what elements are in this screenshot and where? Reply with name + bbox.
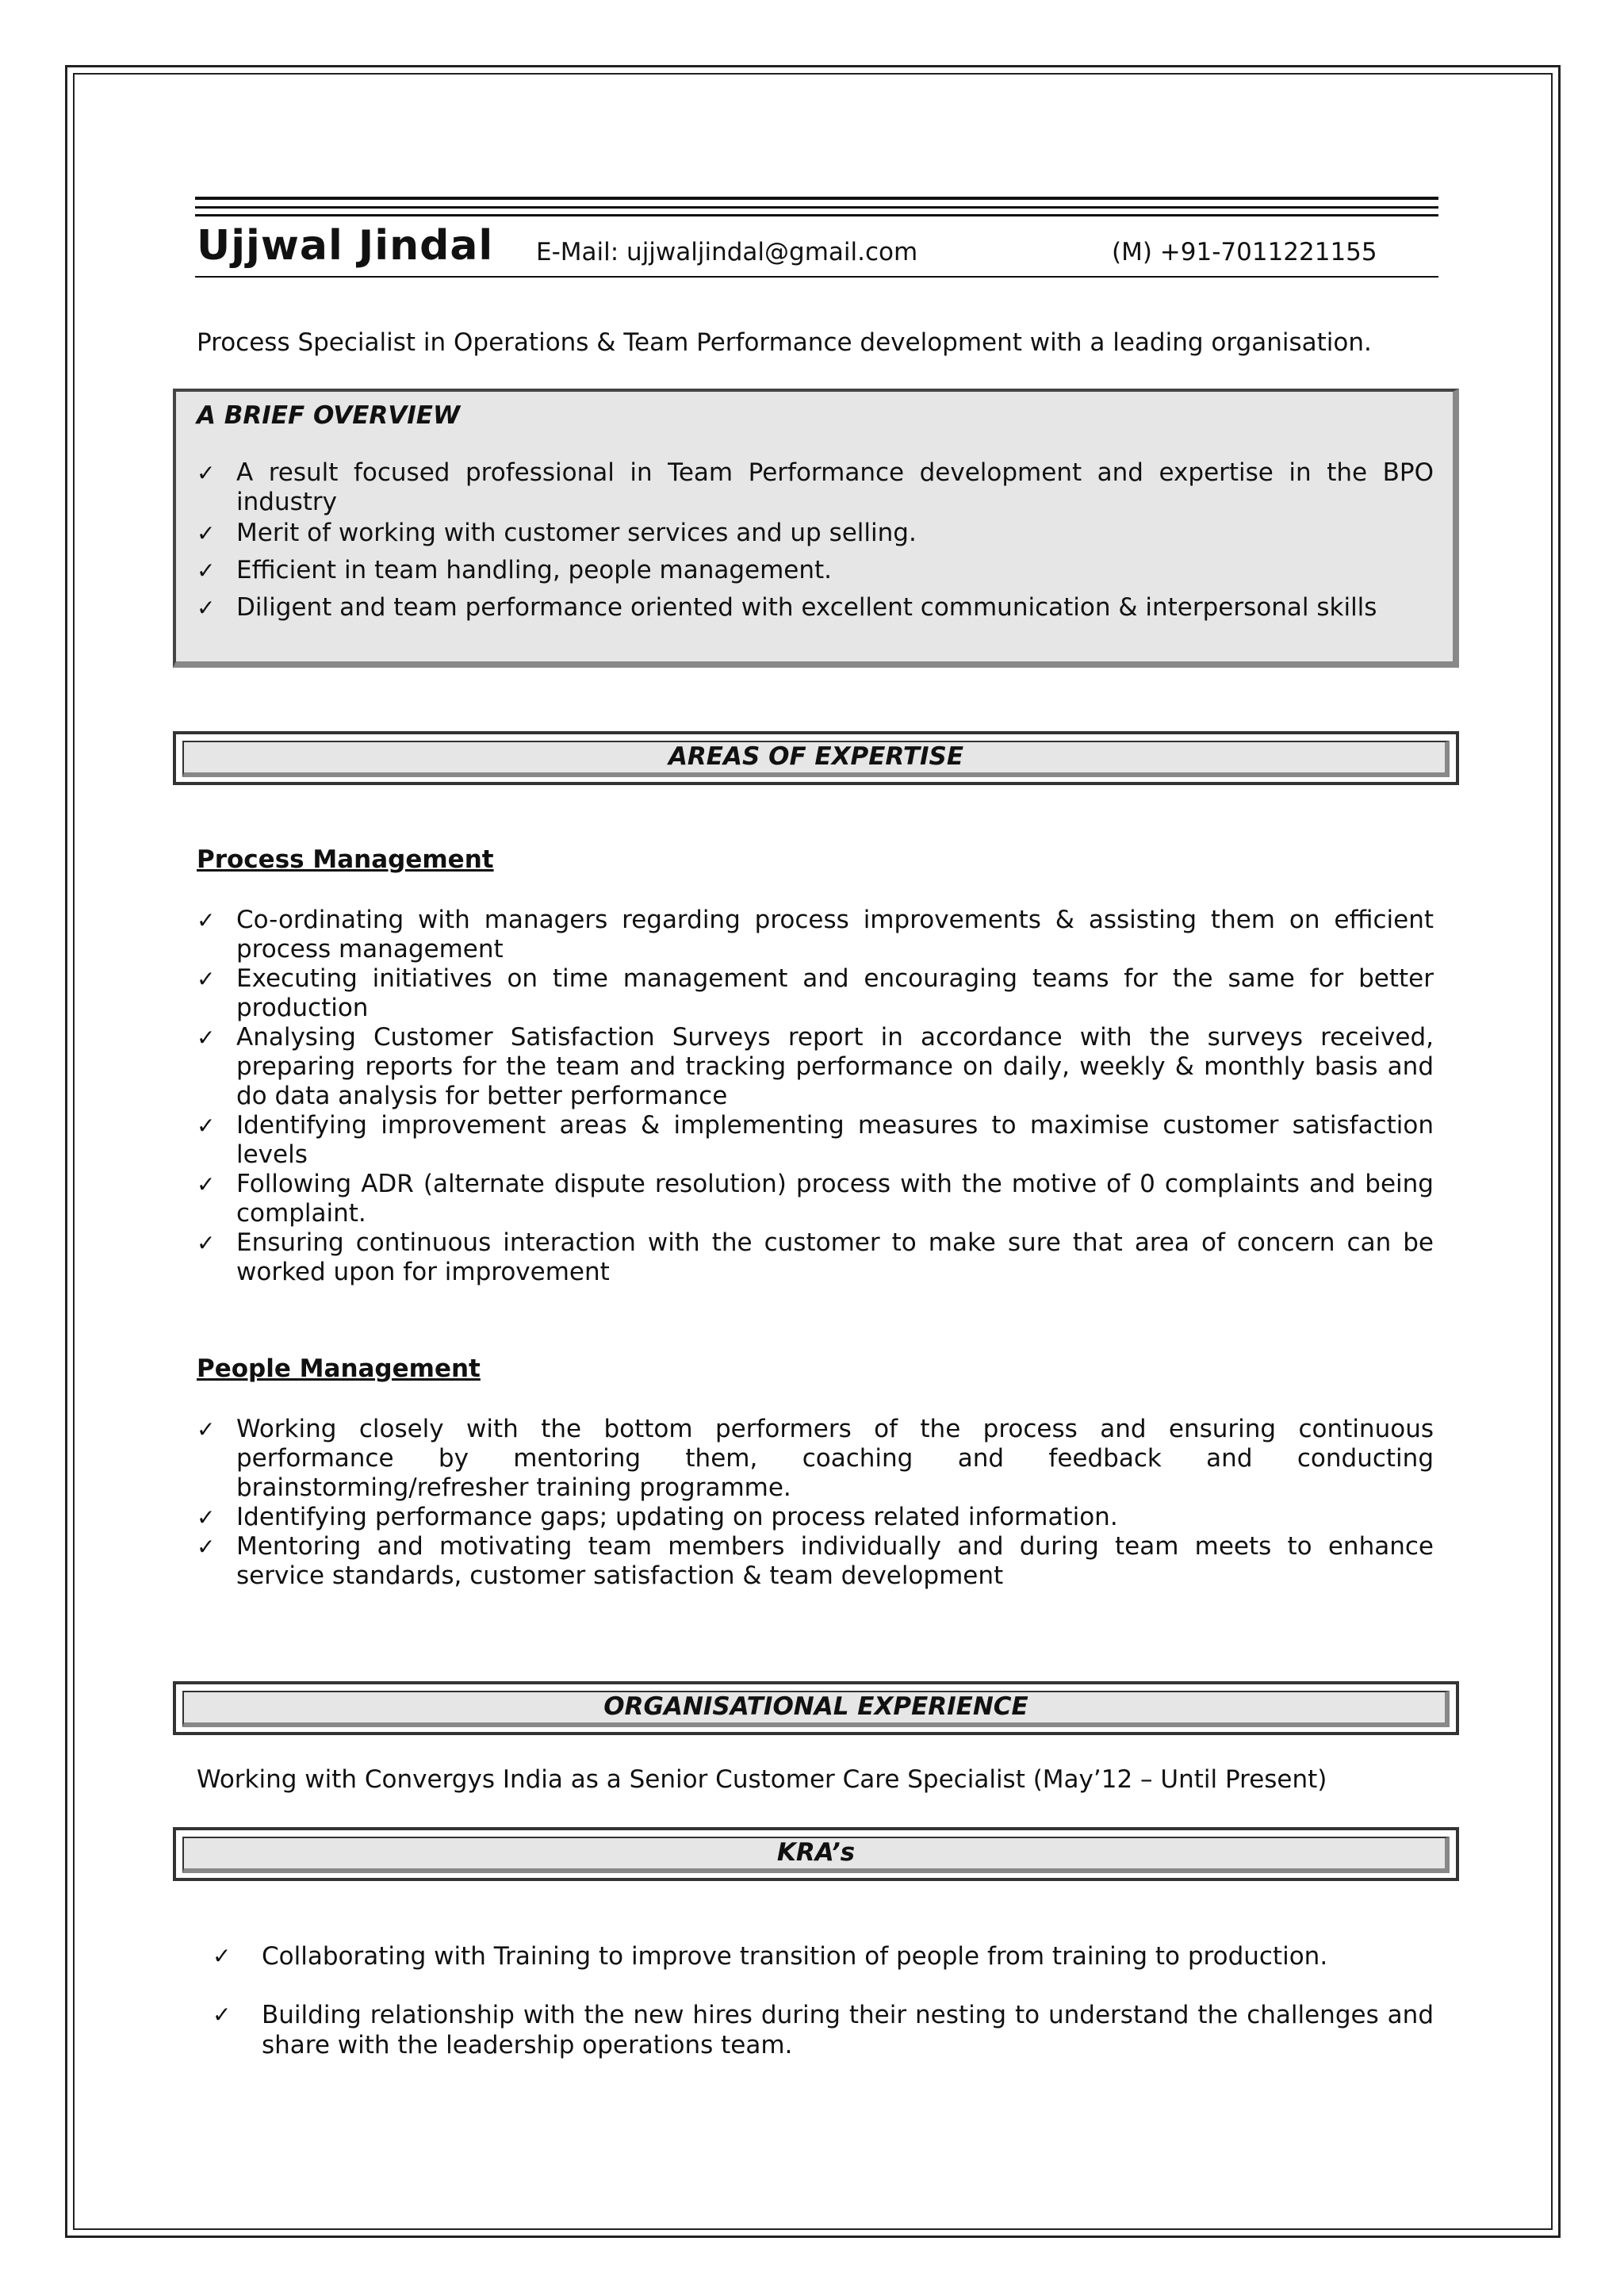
phone-text: (M) +91-7011221155 bbox=[1112, 238, 1377, 266]
header-rule-1 bbox=[195, 197, 1438, 200]
people-management-heading: People Management bbox=[197, 1354, 481, 1383]
check-icon: ✓ bbox=[197, 1534, 216, 1560]
check-icon: ✓ bbox=[197, 1504, 216, 1531]
check-icon: ✓ bbox=[197, 1025, 216, 1051]
check-icon: ✓ bbox=[213, 1943, 232, 1969]
list-item: ✓ Analysing Customer Satisfaction Surveys report in accordance with the surveys received, preparing reports for the team and tracking performance on daily, weekly & monthly basis and do data analysis for better performance bbox=[197, 1023, 1434, 1110]
list-item: ✓ Collaborating with Training to improve transition of people from training to production. bbox=[213, 1942, 1328, 1971]
kras-list bbox=[213, 1941, 1434, 2089]
profile-summary: Process Specialist in Operations & Team Performance development with a leading organisation. bbox=[197, 328, 1372, 357]
check-icon: ✓ bbox=[197, 966, 216, 992]
check-icon: ✓ bbox=[197, 1416, 216, 1443]
kras-title: KRA’s bbox=[776, 1838, 856, 1867]
overview-list bbox=[197, 458, 1434, 623]
experience-title: ORGANISATIONAL EXPERIENCE bbox=[603, 1692, 1028, 1721]
overview-title: A BRIEF OVERVIEW bbox=[197, 401, 461, 430]
expertise-title: AREAS OF EXPERTISE bbox=[668, 742, 964, 771]
list-item: ✓ A result focused professional in Team Performance development and expertise in the BPO industry bbox=[197, 458, 1434, 516]
check-icon: ✓ bbox=[197, 1230, 216, 1256]
check-icon: ✓ bbox=[197, 460, 216, 486]
list-item: ✓ Building relationship with the new hires during their nesting to understand the challenges and share with the leadership operations team. bbox=[213, 2001, 1434, 2059]
experience-text: Working with Convergys India as a Senior Customer Care Specialist (May’12 – Until Present) bbox=[197, 1765, 1327, 1794]
process-management-heading: Process Management bbox=[197, 845, 494, 874]
list-item: ✓ Co-ordinating with managers regarding process improvements & assisting them on efficient process management bbox=[197, 906, 1434, 964]
list-item: ✓ Identifying improvement areas & implementing measures to maximise customer satisfaction levels bbox=[197, 1111, 1434, 1169]
check-icon: ✓ bbox=[197, 907, 216, 933]
people-management-list bbox=[197, 1415, 1434, 1591]
list-item: ✓ Efficient in team handling, people management. bbox=[197, 556, 833, 584]
expertise-section-bar bbox=[173, 731, 1459, 785]
list-item: ✓ Merit of working with customer services and up selling. bbox=[197, 519, 917, 547]
list-item: ✓ Mentoring and motivating team members individually and during team meets to enhance service standards, customer satisfaction & team development bbox=[197, 1532, 1434, 1590]
header-rule-2 bbox=[195, 206, 1438, 209]
list-item: ✓ Executing initiatives on time management and encouraging teams for the same for better production bbox=[197, 964, 1434, 1022]
experience-section-bar bbox=[173, 1681, 1459, 1735]
candidate-name: Ujjwal Jindal bbox=[197, 222, 494, 270]
check-icon: ✓ bbox=[197, 557, 216, 584]
process-management-list bbox=[197, 906, 1434, 1287]
list-item: ✓ Diligent and team performance oriented with excellent communication & interpersonal skills bbox=[197, 593, 1377, 622]
list-item: ✓ Identifying performance gaps; updating on process related information. bbox=[197, 1503, 1118, 1531]
check-icon: ✓ bbox=[197, 595, 216, 621]
name-underline bbox=[195, 276, 1438, 278]
list-item: ✓ Following ADR (alternate dispute resolution) process with the motive of 0 complaints and being complaint. bbox=[197, 1170, 1434, 1228]
check-icon: ✓ bbox=[197, 1113, 216, 1139]
email-text: E-Mail: ujjwaljindal@gmail.com bbox=[536, 238, 918, 266]
check-icon: ✓ bbox=[213, 2002, 232, 2028]
check-icon: ✓ bbox=[197, 1171, 216, 1197]
list-item: ✓ Working closely with the bottom performers of the process and ensuring continuous performance by mentoring them, coaching and feedback and conducting brainstorming/refresher training programme. bbox=[197, 1415, 1434, 1502]
check-icon: ✓ bbox=[197, 520, 216, 546]
header-rule-3 bbox=[195, 214, 1438, 216]
list-item: ✓ Ensuring continuous interaction with the customer to make sure that area of concern can be worked upon for improvement bbox=[197, 1228, 1434, 1286]
kras-section-bar bbox=[173, 1827, 1459, 1881]
